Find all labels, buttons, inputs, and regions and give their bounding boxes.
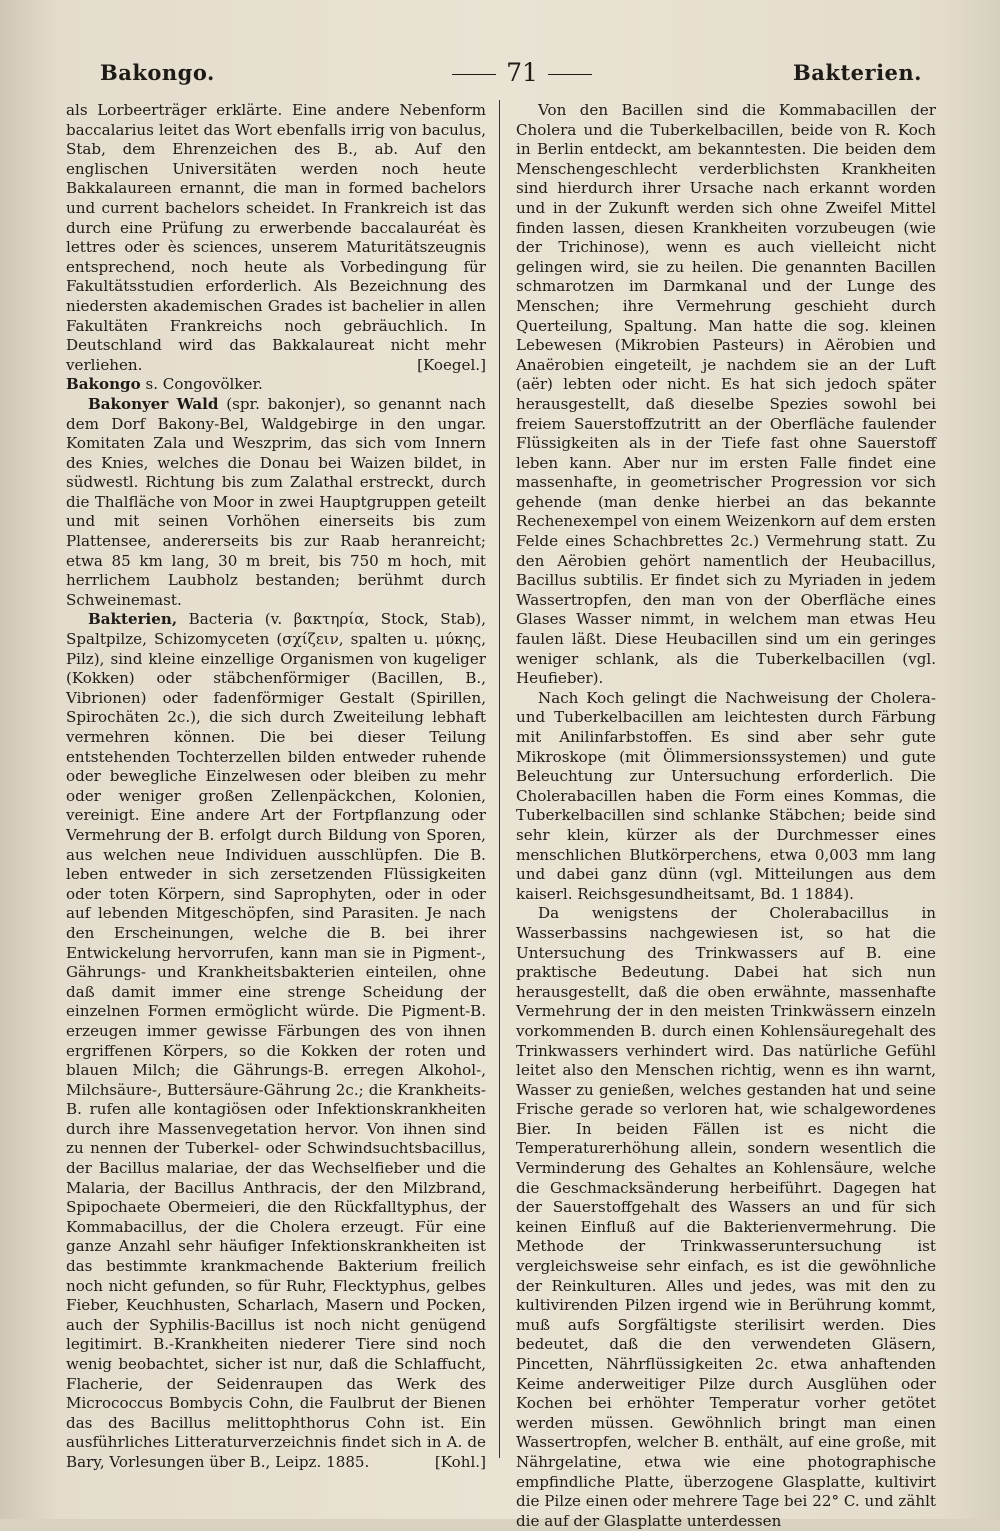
left-column <box>66 101 486 1473</box>
signature-kohl: [Kohl.] <box>434 1452 486 1471</box>
entry-bakonyer-wald <box>66 395 486 611</box>
left-para-1 <box>66 101 486 375</box>
header-left-catchword: Bakongo. <box>100 60 215 85</box>
header-dash-right <box>548 74 592 75</box>
entry-bakterien <box>66 610 486 1472</box>
entry-bakongo-text: s. Congovölker. <box>140 375 263 394</box>
right-column <box>516 101 936 1531</box>
page-number: 71 <box>506 58 538 87</box>
running-header <box>100 58 922 94</box>
entry-bakterien-head: Bakterien, <box>88 610 178 629</box>
entry-bakterien-text: Bacteria (v. βακτηρία, Stock, Stab), Spaltpilze, Schizomyceten (σχίζειν, spalten u. μύκης, Pilz), sind kleine einzellige Organismen von kugeliger (Kokken) oder stäbchenförmiger (Bacillen, B., Vibrionen) oder fadenförmiger Gestalt (Spirillen, Spirochäten 2c.), die sich durch Zweiteilung lebhaft vermehren können. Die bei dieser Teilung entstehenden Tochterzellen bilden entweder ruhende oder bewegliche Einzelwesen oder bleiben zu mehr oder weniger großen Zellenpäckchen, Kolonien, vereinigt. Eine andere Art der Fortpflanzung oder Vermehrung der B. erfolgt durch Bildung von Sporen, aus welchen neue Individuen ausschlüpfen. Die B. leben entweder in sich zersetzenden Flüssigkeiten oder toten Körpern, sind Saprophyten, oder in oder auf lebenden Mitgeschöpfen, sind Parasiten. Je nach den Erscheinungen, welche die B. bei ihrer Entwickelung hervorrufen, kann man sie in Pigment-, Gährungs- und Krankheitsbakterien einteilen, ohne daß damit immer eine strenge Scheidung der einzelnen Formen ermöglicht würde. Die Pigment-B. erzeugen immer gewisse Färbungen des von ihnen ergriffenen Körpers, so die Kokken der roten und blauen Milch; die Gährungs-B. erregen Alkohol-, Milchsäure-, Buttersäure-Gährung 2c.; die Krankheits-B. rufen alle kontagiösen oder Infektionskrankheiten durch ihre Massenvegetation hervor. Von ihnen sind zu nennen der Tuberkel- oder Schwindsuchtsbacillus, der Bacillus malariae, der das Wechselfieber und die Malaria, der Bacillus Anthracis, der den Milzbrand, Spipochaete Obermeieri, die den Rückfalltyphus, der Kommabacillus, der die Cholera erzeugt. Für eine ganze Anzahl sehr häufiger Infektionskrankheiten ist das bestimmte krankmachende Bakterium freilich noch nicht gefunden, so für Ruhr, Flecktyphus, gelbes Fieber, Keuchhusten, Scharlach, Masern und Pocken, auch der Syphilis-Bacillus ist noch nicht genügend legitimirt. B.-Krankheiten niederer Tiere sind noch wenig beobachtet, sicher ist nur, daß die Schlaffucht, Flacherie, der Seidenraupen das Werk des Micrococcus Bombycis Cohn, die Faulbrut der Bienen das des Bacillus melittophthorus Cohn ist. Ein ausführliches Litteraturverzeichnis findet sich in A. de Bary, Vorlesungen über B., Leipz. 1885. <box>66 610 486 1471</box>
left-para-1-text: als Lorbeerträger erklärte. Eine andere Nebenform baccalarius leitet das Wort ebenfalls irrig von baculus, Stab, dem Ehrenzeichen des B., ab. Auf den englischen Universitäten werden noch heute Bakkalaureen ernannt, die man in formed bachelors und current bachelors scheidet. In Frankreich ist das durch eine Prüfung zu erwerbende baccalauréat ès lettres oder ès sciences, unserem Maturitätszeugnis entsprechend, noch heute als Vorbedingung für Fakultätsstudien erforderlich. Als Bezeichnung des niedersten akademischen Grades ist bachelier in allen Fakultäten Frankreichs noch gebräuchlich. In Deutschland wird das Bakkalaureat nicht mehr verliehen. <box>66 101 486 374</box>
header-right-catchword: Bakterien. <box>793 60 922 85</box>
column-divider <box>499 100 500 1458</box>
entry-bakongo <box>66 375 486 395</box>
right-para-1: Von den Bacillen sind die Kommabacillen der Cholera und die Tuberkelbacillen, beide von R. Koch in Berlin entdeckt, am bekanntesten. Die beiden dem Menschengeschlecht verderblichsten Krankheiten sind hierdurch ihrer Ursache nach erkannt worden und in der Zukunft werden sich ohne Zweifel Mittel finden lassen, diesen Krankheiten vorzubeugen (wie der Trichinose), wenn es auch vielleicht nicht gelingen wird, sie zu heilen. Die genannten Bacillen schmarotzen im Darmkanal und der Lunge des Menschen; ihre Vermehrung geschieht durch Querteilung, Spaltung. Man hatte die sog. kleinen Lebewesen (Mikrobien Pasteurs) in Aërobien und Anaërobien eingeteilt, je nachdem sie an der Luft (aër) lebten oder nicht. Es hat sich jedoch später herausgestellt, daß dieselbe Spezies sowohl bei freiem Sauerstoffzutritt an der Oberfläche faulender Flüssigkeiten als in der Tiefe fast ohne Sauerstoff leben kann. Aber nur im ersten Falle findet eine massenhafte, in geometrischer Progression vor sich gehende (man denke hierbei an das bekannte Rechenexempel von einem Weizenkorn auf dem ersten Felde eines Schachbrettes 2c.) Vermehrung statt. Zu den Aërobien gehört namentlich der Heubacillus, Bacillus subtilis. Er findet sich zu Myriaden in jedem Wassertropfen, den man von der Oberfläche eines Glases Wasser nimmt, in welchem man etwas Heu faulen läßt. Diese Heubacillen sind um ein geringes weniger schlank, als die Tuberkelbacillen (vgl. Heufieber). <box>516 101 936 688</box>
right-para-2: Nach Koch gelingt die Nachweisung der Cholera- und Tuberkelbacillen am leichtesten durch Färbung mit Anilinfarbstoffen. Es sind aber sehr gute Mikroskope (mit Ölimmersionssystemen) und gute Beleuchtung zur Untersuchung erforderlich. Die Cholerabacillen haben die Form eines Kommas, die Tuberkelbacillen sind schlanke Stäbchen; beide sind sehr klein, kürzer als der Durchmesser eines menschlichen Blutkörperchens, etwa 0,003 mm lang und dabei ganz dünn (vgl. Mitteilungen aus dem kaiserl. Reichsgesundheitsamt, Bd. 1 1884). <box>516 688 936 903</box>
signature-koegel: [Koegel.] <box>417 355 486 374</box>
entry-bakongo-head: Bakongo <box>66 375 141 394</box>
page-number-block <box>432 58 612 87</box>
entry-bakonyer-wald-text: (spr. bakonjer), so genannt nach dem Dorf Bakony-Bel, Waldgebirge in den ungar. Komitaten Zala und Weszprim, das sich vom Innern des Knies, welches die Donau bei Waizen bildet, in südwestl. Richtung bis zum Zalathal erstreckt, durch die Thalfläche von Moor in zwei Hauptgruppen geteilt und mit seinen Vorhöhen einerseits bis zum Plattensee, andererseits bis zur Raab heranreicht; etwa 85 km lang, 30 m breit, bis 750 m hoch, mit herrlichem Laubholz bestanden; berühmt durch Schweinemast. <box>66 394 486 609</box>
header-dash-left <box>452 74 496 75</box>
right-para-3: Da wenigstens der Cholerabacillus in Wasserbassins nachgewiesen ist, so hat die Untersuchung des Trinkwassers auf B. eine praktische Bedeutung. Dabei hat sich nun herausgestellt, daß die oben erwähnte, massenhafte Vermehrung der in den meisten Trinkwässern einzeln vorkommenden B. durch einen Kohlensäuregehalt des Trinkwassers verhindert wird. Das natürliche Gefühl leitet also den Menschen richtig, wenn es ihn warnt, Wasser zu genießen, welches gestanden hat und seine Frische gerade so verloren hat, wie schalgewordenes Bier. In beiden Fällen ist es nicht die Temperaturerhöhung allein, sondern wesentlich die Verminderung des Gehaltes an Kohlensäure, welche die Geschmacksänderung herbeiführt. Dagegen hat der Sauerstoffgehalt des Wassers an und für sich keinen Einfluß auf die Bakterienvermehrung. Die Methode der Trinkwasseruntersuchung ist vergleichsweise sehr einfach, es ist die gewöhnliche der Reinkulturen. Alles und jedes, was mit den zu kultivirenden Pilzen irgend wie in Berührung kommt, muß aufs Sorgfältigste sterilisirt werden. Dies bedeutet, daß die den verwendeten Gläsern, Pincetten, Nährflüssigkeiten 2c. etwa anhaftenden Keime anderweitiger Pilze durch Ausglühen oder Kochen bei erhöhter Temperatur vorher getötet werden müssen. Gewöhnlich bringt man einen Wassertropfen, welcher B. enthält, auf eine große, mit Nährgelatine, etwa wie eine photographische empfindliche Platte, überzogene Glasplatte, kultivirt die Pilze einen oder mehrere Tage bei 22° C. und zählt die auf der Glasplatte unterdessen <box>516 904 936 1530</box>
entry-bakonyer-wald-head: Bakonyer Wald <box>88 394 219 413</box>
